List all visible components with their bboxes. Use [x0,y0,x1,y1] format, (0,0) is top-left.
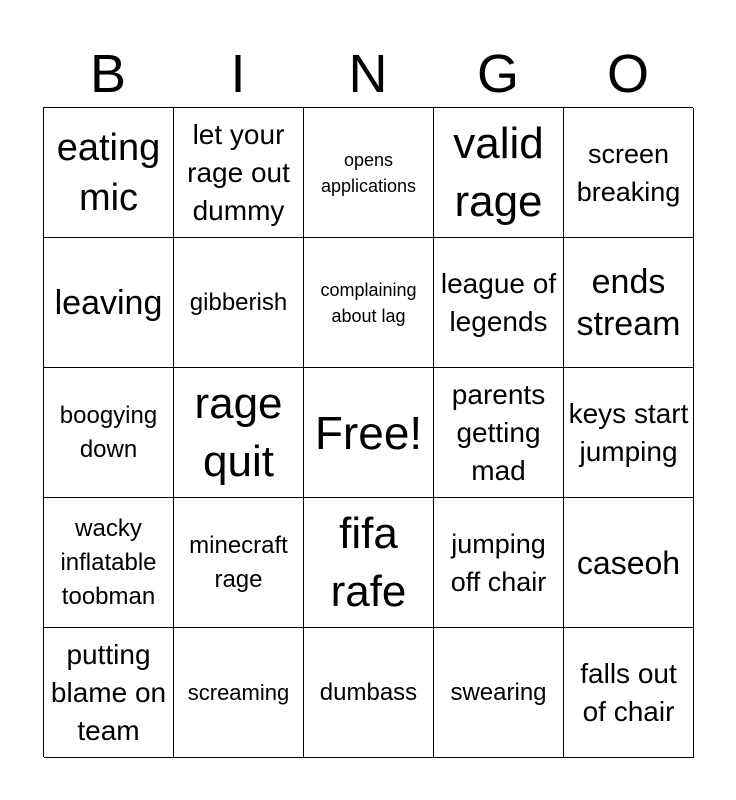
header-letter-o: O [606,44,649,104]
bingo-card [43,107,693,757]
bingo-cell[interactable] [174,368,304,498]
header-letter-g: G [476,44,519,104]
cell-text: fifa rafe [330,508,407,616]
header-letter-n: N [348,44,388,104]
bingo-cell[interactable] [564,238,694,368]
cell-text: wacky inflatable toobman [60,514,157,610]
bingo-cell[interactable] [174,238,304,368]
bingo-header [43,40,693,108]
cell-text: parents getting mad [451,378,546,486]
cell-text: leaving [54,283,163,322]
cell-text: swearing [450,678,547,706]
bingo-cell[interactable] [44,238,174,368]
cell-text: league of legends [440,267,557,337]
cell-text: opens applications [320,149,417,196]
cell-text: rage quit [194,378,283,486]
bingo-cell[interactable] [564,628,694,758]
bingo-cell[interactable] [304,628,434,758]
bingo-cell[interactable] [44,628,174,758]
bingo-cell[interactable] [434,108,564,238]
bingo-cell[interactable] [434,238,564,368]
header-letter-b: B [89,44,127,104]
cell-text: jumping off chair [450,528,547,597]
bingo-cell[interactable] [304,238,434,368]
cell-text: Free! [314,406,423,459]
cell-text: boogying down [59,401,158,463]
cell-text: screaming [187,679,290,705]
bingo-cell[interactable] [44,368,174,498]
bingo-cell[interactable] [44,498,174,628]
cell-text: gibberish [189,288,288,316]
bingo-cell[interactable] [304,498,434,628]
cell-text: caseoh [576,544,681,581]
bingo-cell[interactable] [434,628,564,758]
cell-text: complaining about lag [320,279,417,326]
cell-text: minecraft rage [189,531,288,593]
bingo-cell[interactable] [564,108,694,238]
cell-text: keys start jumping [568,397,689,467]
bingo-cell[interactable] [564,368,694,498]
bingo-cell[interactable] [174,108,304,238]
cell-text: valid rage [453,118,544,226]
bingo-cell[interactable] [564,498,694,628]
bingo-cell[interactable] [434,498,564,628]
cell-text: falls out of chair [580,657,677,727]
cell-text: let your rage out dummy [187,118,290,226]
cell-text: eating mic [56,126,161,219]
bingo-cell[interactable] [434,368,564,498]
bingo-cell[interactable] [44,108,174,238]
cell-text: ends stream [576,262,681,343]
header-letter-i: I [230,44,246,104]
bingo-cell[interactable] [174,498,304,628]
bingo-cell[interactable] [174,628,304,758]
bingo-cell[interactable] [304,108,434,238]
cell-text: putting blame on team [50,638,167,746]
cell-text: screen breaking [576,138,681,207]
cell-text: dumbass [319,678,418,706]
bingo-cell[interactable] [304,368,434,498]
